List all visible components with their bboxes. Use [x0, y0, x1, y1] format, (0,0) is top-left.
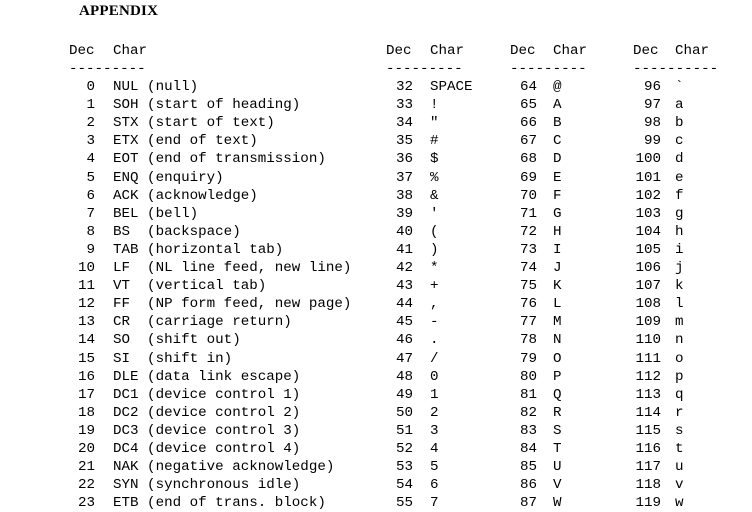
dec-value: 11	[77, 278, 95, 295]
char-value: f	[675, 187, 684, 204]
dec-value: 86	[519, 477, 537, 494]
dec-value: 55	[395, 495, 413, 512]
dec-value: 118	[635, 477, 661, 494]
dec-value: 103	[635, 205, 661, 222]
dec-value: 40	[395, 223, 413, 240]
char-value: 5	[430, 459, 439, 476]
char-value: C	[553, 133, 562, 150]
char-value: STX (start of text)	[113, 115, 275, 132]
char-value: TAB (horizontal tab)	[113, 241, 284, 258]
char-value: l	[675, 296, 684, 313]
dec-value: 65	[519, 97, 537, 114]
char-value: DLE (data link escape)	[113, 368, 301, 385]
header-rule: ---------	[386, 61, 463, 77]
char-value: s	[675, 422, 684, 439]
char-value: e	[675, 169, 684, 186]
char-value: H	[553, 223, 562, 240]
header-rule: ---------	[69, 61, 146, 77]
dec-value: 19	[77, 422, 95, 439]
char-value: .	[430, 332, 439, 349]
char-value: %	[430, 169, 439, 186]
char-header: Char	[113, 43, 148, 59]
char-value: SOH (start of heading)	[113, 97, 301, 114]
dec-header: Dec	[633, 43, 659, 59]
char-value: @	[553, 79, 562, 95]
char-value: VT (vertical tab)	[113, 278, 267, 295]
dec-value: 14	[77, 332, 95, 349]
char-value: j	[675, 260, 684, 276]
char-value: EOT (end of transmission)	[113, 151, 326, 168]
dec-value: 6	[86, 187, 95, 204]
char-value: +	[430, 278, 439, 295]
dec-value: 119	[635, 495, 661, 512]
dec-value: 66	[519, 115, 537, 132]
dec-value: 9	[86, 241, 95, 258]
char-value: FF (NP form feed, new page)	[113, 296, 352, 313]
char-value: J	[553, 260, 562, 276]
char-value: h	[675, 223, 684, 240]
dec-value: 87	[519, 495, 537, 512]
dec-value: 17	[77, 386, 95, 403]
char-value: I	[553, 241, 562, 258]
dec-value: 101	[635, 169, 661, 186]
char-value: SYN (synchronous idle)	[113, 477, 301, 494]
dec-value: 102	[635, 187, 661, 204]
char-value: r	[675, 404, 684, 421]
dec-value: 80	[519, 368, 537, 385]
dec-value: 44	[395, 296, 413, 313]
dec-header: Dec	[69, 43, 95, 59]
char-value: 3	[430, 422, 439, 439]
char-value: NUL (null)	[113, 79, 199, 95]
char-value: !	[430, 97, 439, 114]
char-value: U	[553, 459, 562, 476]
char-value: k	[675, 278, 684, 295]
char-value: t	[675, 441, 684, 457]
dec-value: 23	[77, 495, 95, 512]
dec-value: 38	[395, 187, 413, 204]
header-rule: ---------	[510, 61, 587, 77]
dec-value: 105	[635, 241, 661, 258]
dec-value: 69	[519, 169, 537, 186]
dec-value: 12	[77, 296, 95, 313]
dec-value: 8	[86, 223, 95, 240]
char-value: LF (NL line feed, new line)	[113, 260, 352, 276]
char-value: (	[430, 223, 439, 240]
char-value: CR (carriage return)	[113, 314, 292, 331]
dec-header: Dec	[510, 43, 536, 59]
dec-value: 84	[519, 441, 537, 457]
dec-value: 77	[519, 314, 537, 331]
dec-value: 41	[395, 241, 413, 258]
char-value: #	[430, 133, 439, 150]
dec-value: 107	[635, 278, 661, 295]
dec-value: 7	[86, 205, 95, 222]
dec-value: 98	[643, 115, 661, 132]
dec-value: 4	[86, 151, 95, 168]
page-title: APPENDIX	[79, 3, 159, 19]
char-header: Char	[430, 43, 465, 59]
dec-value: 73	[519, 241, 537, 258]
char-value: P	[553, 368, 562, 385]
dec-value: 36	[395, 151, 413, 168]
char-value: O	[553, 350, 562, 367]
char-value: o	[675, 350, 684, 367]
dec-value: 64	[519, 79, 537, 95]
char-value: $	[430, 151, 439, 168]
char-value: m	[675, 314, 684, 331]
char-value: T	[553, 441, 562, 457]
char-value: d	[675, 151, 684, 168]
dec-value: 106	[635, 260, 661, 276]
char-value: 4	[430, 441, 439, 457]
char-value: 7	[430, 495, 439, 512]
dec-value: 33	[395, 97, 413, 114]
dec-header: Dec	[386, 43, 412, 59]
dec-value: 108	[635, 296, 661, 313]
header-rule: ----------	[633, 61, 719, 77]
dec-value: 70	[519, 187, 537, 204]
char-value: v	[675, 477, 684, 494]
char-value: BS (backspace)	[113, 223, 241, 240]
dec-value: 10	[77, 260, 95, 276]
dec-value: 79	[519, 350, 537, 367]
dec-value: 15	[77, 350, 95, 367]
dec-value: 116	[635, 441, 661, 457]
dec-value: 35	[395, 133, 413, 150]
dec-value: 52	[395, 441, 413, 457]
dec-value: 99	[643, 133, 661, 150]
dec-value: 96	[643, 79, 661, 95]
char-value: -	[430, 314, 439, 331]
char-value: Q	[553, 386, 562, 403]
dec-value: 72	[519, 223, 537, 240]
char-value: E	[553, 169, 562, 186]
dec-value: 51	[395, 422, 413, 439]
dec-value: 16	[77, 368, 95, 385]
char-value: p	[675, 368, 684, 385]
dec-value: 100	[635, 151, 661, 168]
dec-value: 71	[519, 205, 537, 222]
dec-value: 46	[395, 332, 413, 349]
char-value: &	[430, 187, 439, 204]
dec-value: 37	[395, 169, 413, 186]
dec-value: 81	[519, 386, 537, 403]
char-value: SO (shift out)	[113, 332, 241, 349]
char-value: N	[553, 332, 562, 349]
dec-value: 3	[86, 133, 95, 150]
char-value: c	[675, 133, 684, 150]
char-value: /	[430, 350, 439, 367]
char-value: ENQ (enquiry)	[113, 169, 224, 186]
dec-value: 49	[395, 386, 413, 403]
char-value: 0	[430, 368, 439, 385]
char-value: n	[675, 332, 684, 349]
dec-value: 68	[519, 151, 537, 168]
char-value: i	[675, 241, 684, 258]
char-value: DC3 (device control 3)	[113, 422, 301, 439]
char-value: q	[675, 386, 684, 403]
char-value: M	[553, 314, 562, 331]
char-value: 2	[430, 404, 439, 421]
char-value: SI (shift in)	[113, 350, 233, 367]
dec-value: 39	[395, 205, 413, 222]
dec-value: 21	[77, 459, 95, 476]
char-value: b	[675, 115, 684, 132]
char-value: ACK (acknowledge)	[113, 187, 258, 204]
char-value: 1	[430, 386, 439, 403]
dec-value: 113	[635, 386, 661, 403]
char-value: G	[553, 205, 562, 222]
dec-value: 50	[395, 404, 413, 421]
char-value: )	[430, 241, 439, 258]
dec-value: 18	[77, 404, 95, 421]
dec-value: 32	[395, 79, 413, 95]
dec-value: 83	[519, 422, 537, 439]
char-value: NAK (negative acknowledge)	[113, 459, 335, 476]
dec-value: 115	[635, 422, 661, 439]
char-value: B	[553, 115, 562, 132]
char-value: u	[675, 459, 684, 476]
dec-value: 48	[395, 368, 413, 385]
dec-value: 22	[77, 477, 95, 494]
char-value: '	[430, 205, 439, 222]
char-value: 6	[430, 477, 439, 494]
char-header: Char	[553, 43, 588, 59]
dec-value: 74	[519, 260, 537, 276]
dec-value: 45	[395, 314, 413, 331]
char-value: a	[675, 97, 684, 114]
dec-value: 85	[519, 459, 537, 476]
char-value: *	[430, 260, 439, 276]
dec-value: 47	[395, 350, 413, 367]
char-value: DC2 (device control 2)	[113, 404, 301, 421]
dec-value: 0	[86, 79, 95, 95]
dec-value: 104	[635, 223, 661, 240]
dec-value: 67	[519, 133, 537, 150]
dec-value: 42	[395, 260, 413, 276]
dec-value: 43	[395, 278, 413, 295]
char-value: W	[553, 495, 562, 512]
dec-value: 78	[519, 332, 537, 349]
dec-value: 110	[635, 332, 661, 349]
char-value: R	[553, 404, 562, 421]
dec-value: 111	[635, 350, 661, 367]
char-value: ETB (end of trans. block)	[113, 495, 326, 512]
dec-value: 13	[77, 314, 95, 331]
dec-value: 34	[395, 115, 413, 132]
dec-value: 1	[86, 97, 95, 114]
dec-value: 82	[519, 404, 537, 421]
char-value: F	[553, 187, 562, 204]
char-value: DC4 (device control 4)	[113, 441, 301, 457]
char-value: g	[675, 205, 684, 222]
char-value: w	[675, 495, 684, 512]
char-value: SPACE	[430, 79, 473, 95]
char-value: L	[553, 296, 562, 313]
dec-value: 20	[77, 441, 95, 457]
dec-value: 117	[635, 459, 661, 476]
char-value: DC1 (device control 1)	[113, 386, 301, 403]
dec-value: 114	[635, 404, 661, 421]
dec-value: 75	[519, 278, 537, 295]
char-value: BEL (bell)	[113, 205, 199, 222]
dec-value: 109	[635, 314, 661, 331]
dec-value: 76	[519, 296, 537, 313]
char-header: Char	[675, 43, 710, 59]
char-value: `	[675, 79, 684, 95]
char-value: "	[430, 115, 439, 132]
char-value: ETX (end of text)	[113, 133, 258, 150]
dec-value: 5	[86, 169, 95, 186]
dec-value: 2	[86, 115, 95, 132]
char-value: S	[553, 422, 562, 439]
char-value: D	[553, 151, 562, 168]
char-value: ,	[430, 296, 439, 313]
dec-value: 54	[395, 477, 413, 494]
dec-value: 112	[635, 368, 661, 385]
char-value: V	[553, 477, 562, 494]
dec-value: 97	[643, 97, 661, 114]
char-value: K	[553, 278, 562, 295]
char-value: A	[553, 97, 562, 114]
dec-value: 53	[395, 459, 413, 476]
